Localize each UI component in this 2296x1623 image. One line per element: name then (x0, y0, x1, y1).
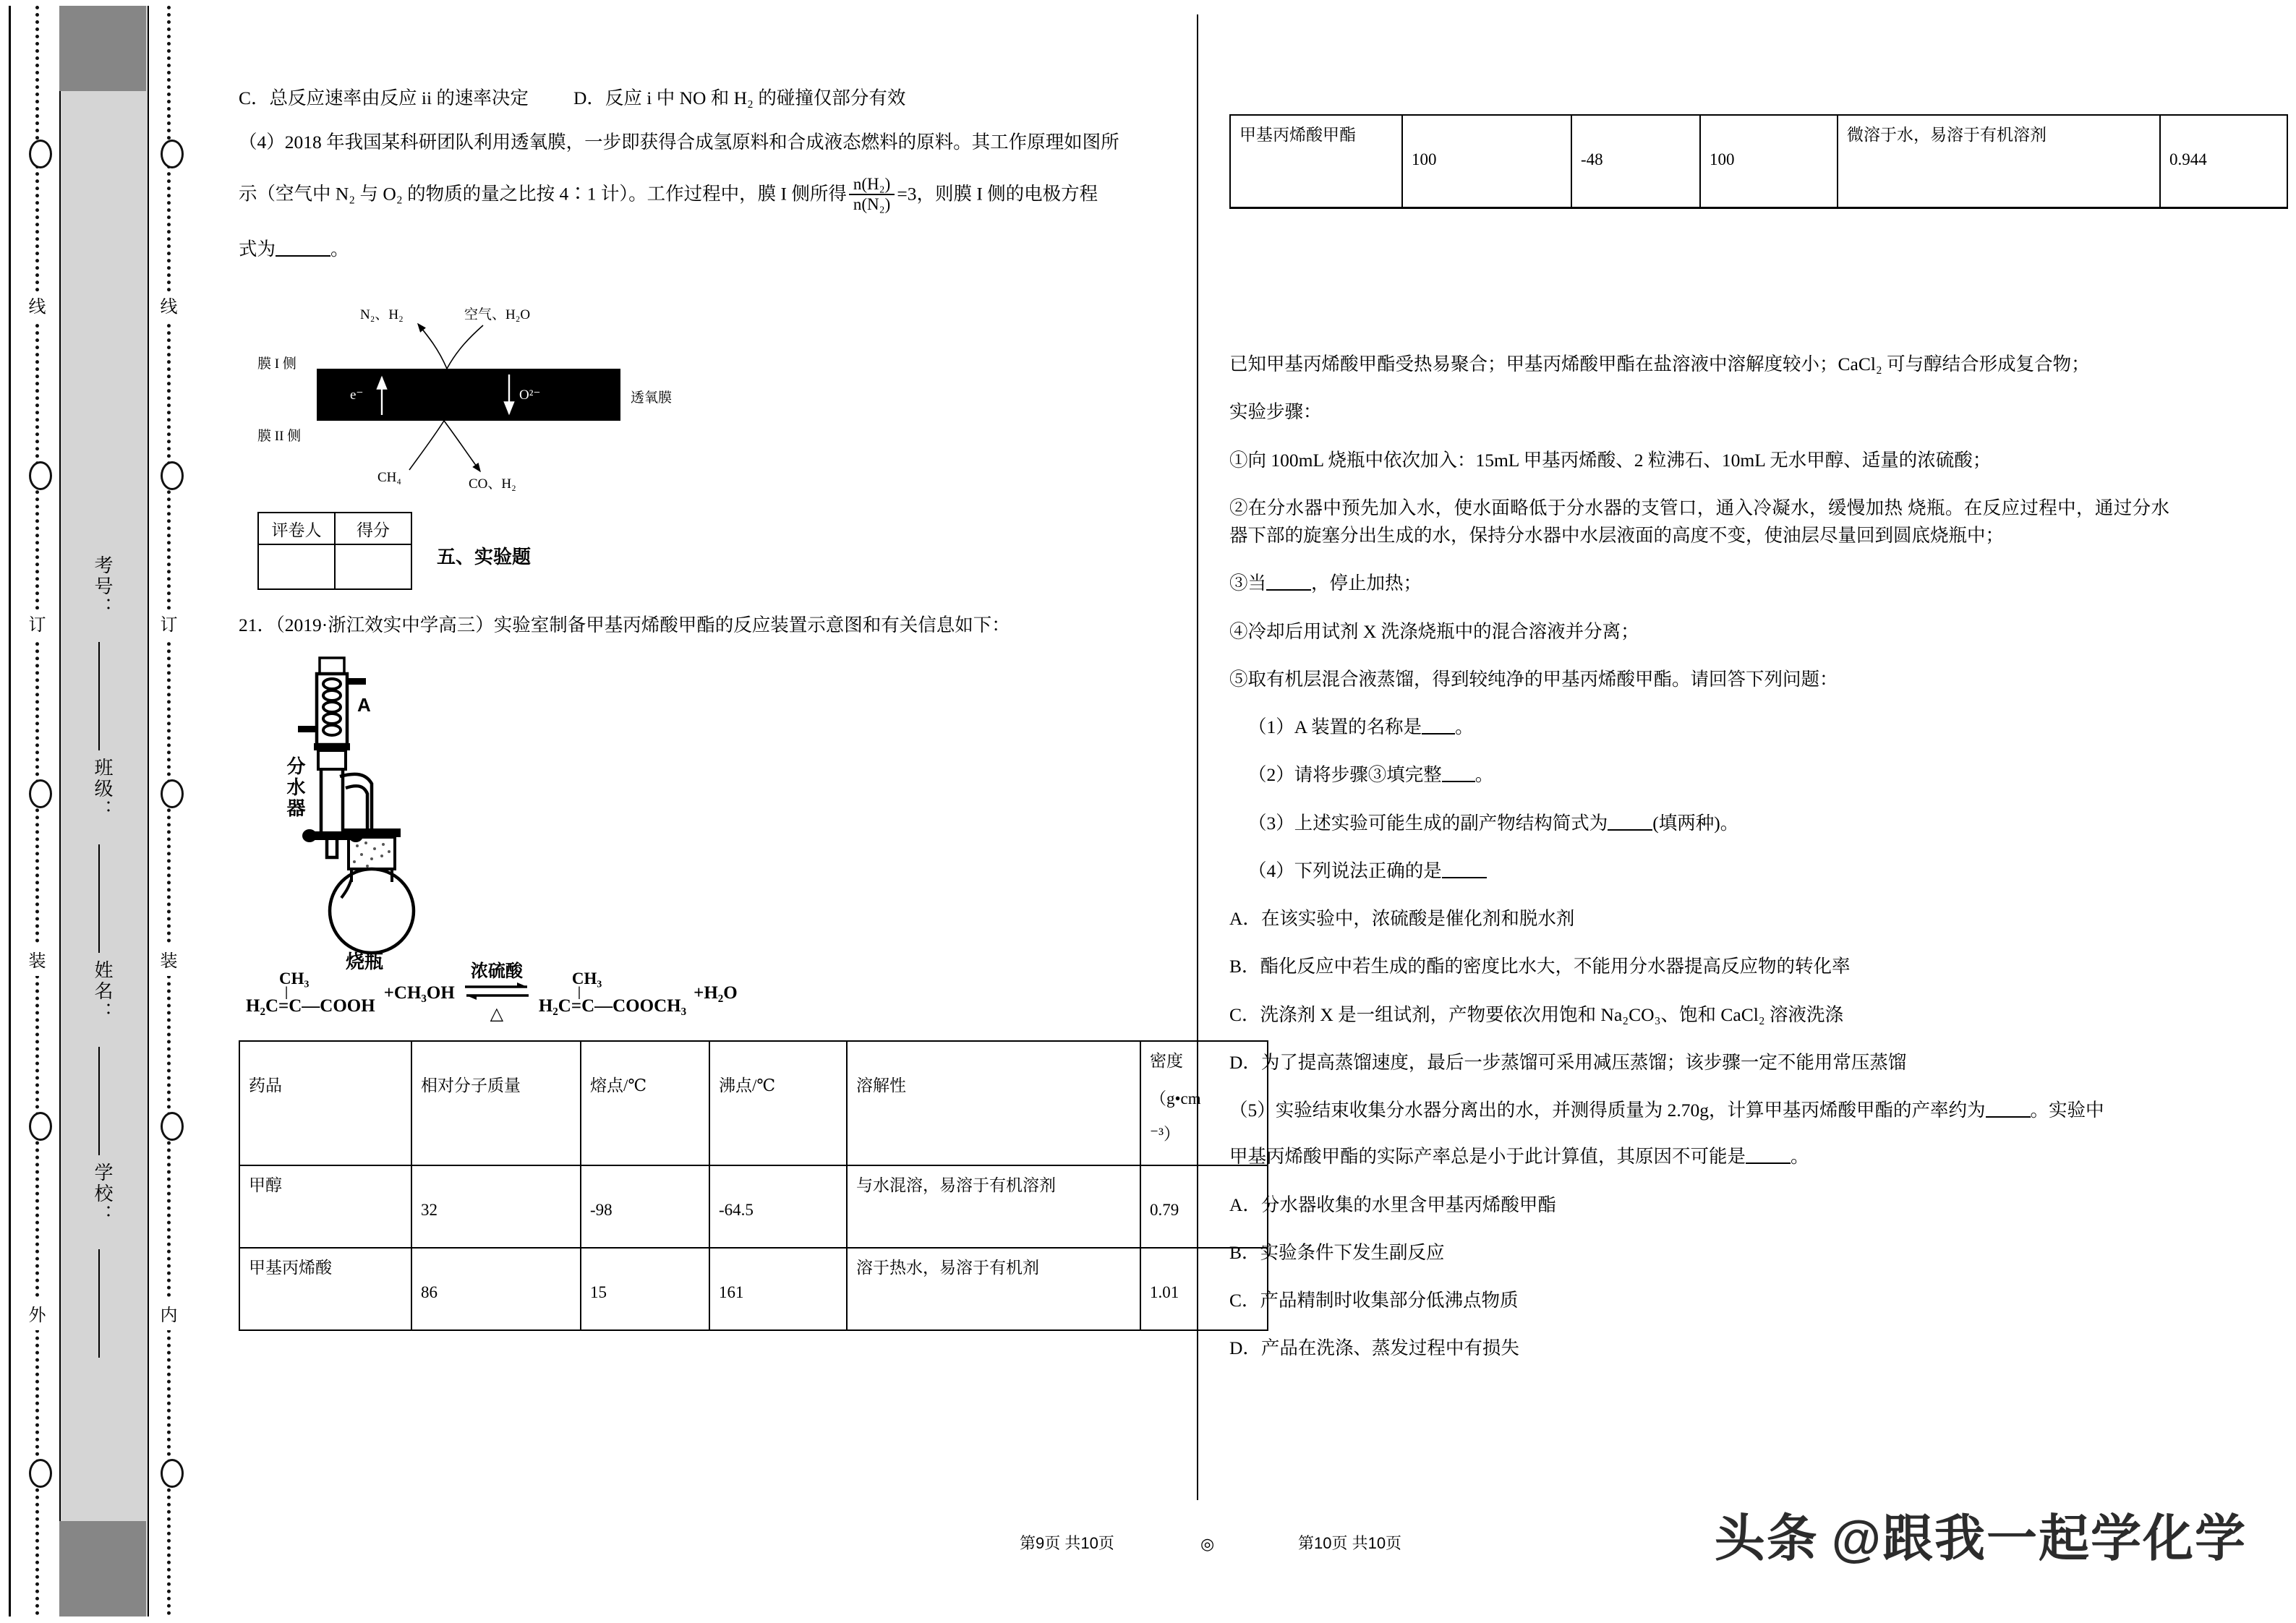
field-label-exam-number: 考号： (92, 555, 114, 618)
sealing-strip (9, 6, 193, 1616)
sub-question-1 (1248, 714, 2169, 741)
field-line-name[interactable] (98, 1047, 100, 1155)
sub-question-4-number: （4） (1248, 860, 1294, 881)
seal-word-outer: 外 (29, 1300, 48, 1330)
step3-prefix: ③当 (1229, 573, 1267, 594)
grader-header-cell: 评卷人 (258, 513, 335, 544)
cell-mp-methanol: -98 (581, 1165, 709, 1248)
reactant-backbone: H₂C=C—COOH (246, 996, 375, 1016)
seal-word-left-bind: 订 (29, 609, 48, 640)
product-backbone: H₂C=C—COOCH₃ (538, 996, 687, 1016)
left-page-content (239, 6, 1201, 1509)
label-oxide-ion: O²⁻ (519, 387, 541, 403)
watermark (1715, 1498, 2247, 1571)
score-value-cell[interactable] (335, 544, 411, 589)
field-line-exam-number[interactable] (98, 642, 100, 750)
cell-solubility-methacrylic-acid: 溶于热水，易溶于有机剂 (847, 1248, 1140, 1330)
sub-question-5-line-1 (1229, 1097, 2169, 1124)
reagent-properties-table (239, 1040, 1268, 1331)
sub-question-2 (1248, 761, 2169, 789)
cell-density-methanol: 0.79 (1140, 1165, 1268, 1248)
experiment-steps-title: 实验步骤： (1229, 401, 1322, 423)
oxygen-permeable-membrane-diagram (257, 283, 720, 493)
seal-circle-left-1 (29, 140, 52, 168)
q4-line3-text: 式为 (239, 238, 276, 260)
reaction-conditions (461, 963, 533, 1023)
cell-density-mma: 0.944 (2160, 115, 2287, 208)
sub-question-4-text: 下列说法正确的是 (1294, 860, 1442, 881)
header-molecular-weight: 相对分子质量 (411, 1041, 581, 1165)
cell-mp-methacrylic-acid: 15 (581, 1248, 709, 1330)
esterification-equation (246, 963, 1164, 1023)
seal-circle-left-2 (29, 461, 52, 490)
cell-chemical-methacrylic-acid: 甲基丙烯酸 (239, 1248, 411, 1330)
answer-blank-electrode-equation[interactable] (276, 236, 330, 257)
apparatus-label-a: A (357, 694, 371, 716)
seal-word-left-line: 线 (29, 291, 48, 322)
seal-circle-right-3 (161, 779, 184, 808)
label-co-h2: CO、H₂ (469, 476, 516, 492)
field-line-class[interactable] (98, 844, 100, 953)
equilibrium-arrows-icon (461, 980, 533, 1006)
q4-option-c[interactable]: C．洗涤剂 X 是一组试剂，产物要依次用饱和 Na₂CO₃、饱和 CaCl₂ 溶液洗涤 (1229, 1003, 1844, 1025)
seal-circle-right-4 (161, 1112, 184, 1141)
right-page-content (1229, 6, 2207, 1509)
cell-mp-mma: -48 (1571, 115, 1700, 208)
header-solubility: 溶解性 (847, 1041, 1140, 1165)
experiment-step-5: ⑤取有机层混合液蒸馏，得到较纯净的甲基丙烯酸甲酯。请回答下列问题： (1229, 668, 1838, 690)
q5-option-c[interactable]: C．产品精制时收集部分低沸点物质 (1229, 1290, 1519, 1311)
sub-question-1-text: A 装置的名称是 (1294, 716, 1422, 737)
answer-blank-q3[interactable] (1608, 810, 1652, 831)
label-oxygen-permeable-membrane: 透氧膜 (631, 390, 673, 406)
center-page-mark: ◎ (1200, 1535, 1215, 1553)
table-row (239, 1248, 1268, 1330)
seal-circle-left-5 (29, 1459, 52, 1488)
watermark-brand: 头条 (1714, 1510, 1819, 1567)
seal-circle-right-2 (161, 461, 184, 490)
question-options-cd (239, 84, 1164, 110)
seal-word-right-pack: 装 (161, 946, 179, 976)
footer-page-9: 第9页 共10页 (1020, 1534, 1114, 1552)
watermark-handle: @跟我一起学化学 (1831, 1510, 2247, 1567)
field-label-school: 学校： (92, 1162, 114, 1225)
seal-circle-left-4 (29, 1112, 52, 1141)
sub-question-1-end: 。 (1455, 716, 1474, 737)
apparatus-svg (276, 649, 616, 960)
q5-text-part-2: 。实验中 (2030, 1100, 2104, 1121)
reagent-properties-table-continued (1229, 114, 2288, 209)
header-boiling-point: 沸点/℃ (709, 1041, 847, 1165)
q4-option-d[interactable]: D．为了提高蒸馏速度，最后一步蒸馏可采用减压蒸馏；该步骤一定不能用常压蒸馏 (1229, 1051, 1907, 1073)
q4-line2-part-a: 示（空气中 N₂ 与 O₂ 的物质的量之比按 4∶1 计）。工作过程中，膜 I 侧所得 (239, 183, 847, 205)
q5-line2-part-b: 。 (1791, 1146, 1809, 1168)
label-membrane-side-2: 膜 II 侧 (257, 429, 302, 444)
q5-option-b[interactable]: B．实验条件下发生副反应 (1229, 1241, 1445, 1263)
answer-blank-q2[interactable] (1442, 763, 1475, 783)
option-d[interactable]: D．反应 i 中 NO 和 H₂ 的碰撞仅部分有效 (573, 87, 906, 108)
answer-blank-q5-reason[interactable] (1746, 1144, 1791, 1165)
reactant-methacrylic-acid (246, 970, 375, 1016)
cell-mw-methanol: 32 (411, 1165, 581, 1248)
section-title-experiment: 五、实验题 (437, 546, 532, 568)
answer-blank-q4[interactable] (1442, 858, 1487, 878)
sub-question-5-line-2 (1229, 1143, 2169, 1170)
cell-chemical-mma: 甲基丙烯酸甲酯 (1230, 115, 1402, 208)
cell-mw-mma: 100 (1402, 115, 1571, 208)
q5-option-d[interactable]: D．产品在洗涤、蒸发过程中有损失 (1229, 1337, 1519, 1359)
reactant-bond-line: | (285, 985, 289, 1001)
product-methyl-methacrylate (539, 970, 686, 1016)
grader-score-table (257, 512, 412, 590)
q4-line3-period: 。 (330, 238, 349, 260)
score-box-section (257, 512, 1164, 590)
fraction-numerator: n(H₂) (853, 175, 891, 194)
cell-bp-methanol: -64.5 (709, 1165, 847, 1248)
seal-word-right-bind: 订 (161, 609, 179, 640)
q4-option-b[interactable]: B．酯化反应中若生成的酯的密度比水大，不能用分水器提高反应物的转化率 (1229, 956, 1851, 977)
sub-question-3-number: （3） (1248, 812, 1294, 834)
known-information: 已知甲基丙烯酸甲酯受热易聚合；甲基丙烯酸甲酯在盐溶液中溶解度较小；CaCl₂ 可与醇结合形成复合物； (1229, 354, 2090, 374)
experiment-step-3 (1229, 570, 2169, 597)
table-row (239, 1165, 1268, 1248)
seal-circle-left-3 (29, 779, 52, 808)
question-21-stem: 21．（2019·浙江效实中学高三）实验室制备甲基丙烯酸甲酯的反应装置示意图和有关信息如下： (239, 614, 1010, 635)
question-4-line-2 (239, 176, 1164, 215)
label-membrane-side-1: 膜 I 侧 (257, 356, 296, 372)
option-c[interactable]: C．总反应速率由反应 ii 的速率决定 (239, 87, 529, 108)
seal-band-bottom-cap (59, 1521, 146, 1616)
sub-question-1-number: （1） (1248, 716, 1294, 737)
sub-question-2-text: 请将步骤③填完整 (1294, 764, 1442, 786)
label-n2-h2: N₂、H₂ (360, 307, 404, 322)
table-header-row (239, 1041, 1268, 1165)
score-header-cell: 得分 (335, 513, 411, 544)
question-4-line-3 (239, 236, 1164, 263)
experiment-step-1: ①向 100mL 烧瓶中依次加入：15mL 甲基丙烯酸、2 粒沸石、10mL 无水甲醇、适量的浓硫酸； (1229, 449, 1992, 471)
q4-option-a[interactable]: A．在该实验中，浓硫酸是催化剂和脱水剂 (1229, 908, 1575, 929)
product-bond-line: | (577, 985, 581, 1001)
answer-blank-q1[interactable] (1422, 715, 1455, 735)
seal-dotted-line-left (30, 6, 46, 1616)
apparatus-label-water-separator: 分水器 (284, 756, 306, 820)
step3-suffix: ，停止加热； (1311, 573, 1422, 594)
cell-solubility-mma: 微溶于水，易溶于有机溶剂 (1838, 115, 2160, 208)
sub-question-3 (1248, 810, 2169, 837)
sub-question-2-number: （2） (1248, 764, 1294, 786)
apparatus-label-flask: 烧瓶 (346, 951, 384, 973)
product-water: +H₂O (694, 982, 738, 1003)
product-methyl-group: CH₃ (571, 969, 602, 988)
answer-blank-step3[interactable] (1266, 571, 1311, 591)
reagent-methanol: +CH₃OH (383, 982, 455, 1003)
q5-option-a[interactable]: A．分水器收集的水里含甲基丙烯酸甲酯 (1229, 1194, 1556, 1215)
q4-line2-part-b: =3，则膜 I 侧的电极方程 (897, 183, 1098, 205)
question-4-line-1: （4）2018 年我国某科研团队利用透氧膜，一步即获得合成氢原料和合成液态燃料的原料。其工作原理如图所 (239, 132, 1119, 153)
experiment-step-2: ②在分水器中预先加入水，使水面略低于分水器的支管口，通入冷凝水，缓慢加热 烧瓶。在反应过程中，通过分水器下部的旋塞分出生成的水，保持分水器中水层液面的高度不变，使油层尽量回到圆底烧瓶中； (1229, 497, 2169, 546)
grader-value-cell[interactable] (258, 544, 335, 589)
footer-page-10: 第10页 共10页 (1298, 1534, 1402, 1552)
seal-word-left-pack: 装 (29, 946, 48, 976)
condition-heat-triangle: △ (490, 1005, 504, 1024)
sub-question-3-end: (填两种)。 (1652, 812, 1739, 834)
label-electron: e⁻ (350, 387, 364, 403)
cell-bp-methacrylic-acid: 161 (709, 1248, 847, 1330)
header-chemical: 药品 (239, 1041, 411, 1165)
header-density: 密度 （g•cm ⁻³） (1140, 1041, 1268, 1165)
sub-question-4 (1248, 857, 2169, 885)
seal-word-right-line: 线 (161, 291, 179, 322)
sub-question-3-text: 上述实验可能生成的副产物结构简式为 (1294, 812, 1608, 834)
cell-mw-methacrylic-acid: 86 (411, 1248, 581, 1330)
seal-circle-right-1 (161, 140, 184, 168)
cell-solubility-methanol: 与水混溶，易溶于有机溶剂 (847, 1165, 1140, 1248)
field-label-name: 姓名： (92, 960, 114, 1023)
cell-bp-mma: 100 (1700, 115, 1838, 208)
ratio-fraction (849, 175, 895, 214)
seal-circle-right-5 (161, 1459, 184, 1488)
table-row (1230, 115, 2287, 208)
sub-question-2-end: 。 (1475, 764, 1494, 786)
reactant-methyl-group: CH₃ (279, 969, 310, 988)
answer-blank-q5-yield[interactable] (1986, 1098, 2031, 1118)
fraction-denominator: n(N₂) (849, 194, 895, 214)
field-label-class: 班级： (92, 758, 114, 821)
experiment-step-4: ④冷却后用试剂 X 洗涤烧瓶中的混合溶液并分离； (1229, 620, 1639, 642)
q5-line2-part-a: 甲基丙烯酸甲酯的实际产率总是小于此计算值，其原因不可能是 (1229, 1146, 1746, 1168)
seal-dotted-line-right (162, 6, 178, 1616)
q5-text-part-1: （5）实验结束收集分水器分离出的水，并测得质量为 2.70g，计算甲基丙烯酸甲酯的产率约为 (1229, 1100, 1986, 1121)
label-ch4: CH₄ (377, 470, 402, 485)
seal-band-top-cap (59, 6, 146, 91)
field-line-school[interactable] (98, 1249, 100, 1358)
cell-chemical-methanol: 甲醇 (239, 1165, 411, 1248)
header-melting-point: 熔点/℃ (581, 1041, 709, 1165)
label-air-water: 空气、H₂O (464, 307, 531, 322)
condition-sulfuric-acid: 浓硫酸 (470, 962, 523, 982)
cell-density-methacrylic-acid: 1.01 (1140, 1248, 1268, 1330)
seal-word-inner: 内 (161, 1300, 179, 1330)
